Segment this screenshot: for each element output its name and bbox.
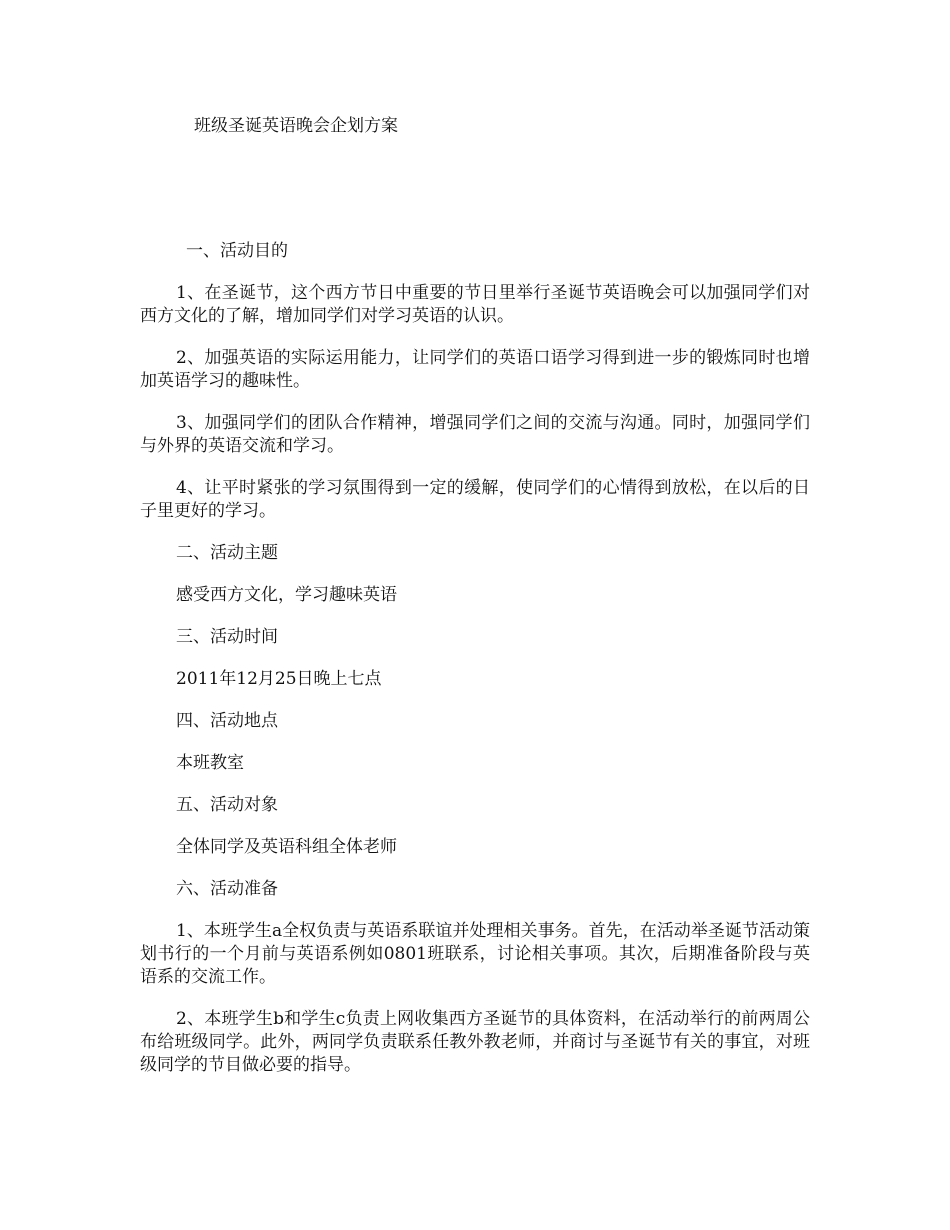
section-heading-preparation: 六、活动准备: [176, 879, 278, 899]
section-heading-purpose: 一、活动目的: [186, 241, 288, 261]
section-heading-time: 三、活动时间: [176, 627, 278, 647]
document-title: 班级圣诞英语晚会企划方案: [194, 116, 398, 136]
paragraph: 全体同学及英语科组全体老师: [176, 837, 397, 857]
section-heading-location: 四、活动地点: [176, 711, 278, 731]
paragraph: 3、加强同学们的团队合作精神，增强同学们之间的交流与沟通。同时，加强同学们与外界的英语交流和学习。: [140, 413, 810, 456]
section-heading-audience: 五、活动对象: [176, 795, 278, 815]
paragraph: 1、在圣诞节，这个西方节日中重要的节日里举行圣诞节英语晚会可以加强同学们对西方文化的了解，增加同学们对学习英语的认识。: [140, 283, 810, 326]
paragraph: 4、让平时紧张的学习氛围得到一定的缓解，使同学们的心情得到放松，在以后的日子里更好的学习。: [140, 478, 810, 521]
section-heading-theme: 二、活动主题: [176, 543, 278, 563]
paragraph: 1、本班学生a全权负责与英语系联谊并处理相关事务。首先，在活动举圣诞节活动策划书行的一个月前与英语系例如0801班联系，讨论相关事项。其次，后期准备阶段与英语系的交流工作。: [140, 921, 810, 987]
paragraph: 2011年12月25日晚上七点: [176, 669, 382, 689]
document-body: [140, 240, 810, 1096]
paragraph: 本班教室: [176, 753, 244, 773]
paragraph: 2、本班学生b和学生c负责上网收集西方圣诞节的具体资料，在活动举行的前两周公布给班级同学。此外，两同学负责联系任教外教老师，并商讨与圣诞节有关的事宜，对班级同学的节目做必要的指导。: [140, 1009, 810, 1075]
paragraph: 感受西方文化，学习趣味英语: [176, 585, 397, 605]
paragraph: 2、加强英语的实际运用能力，让同学们的英语口语学习得到进一步的锻炼同时也增加英语学习的趣味性。: [140, 348, 810, 391]
